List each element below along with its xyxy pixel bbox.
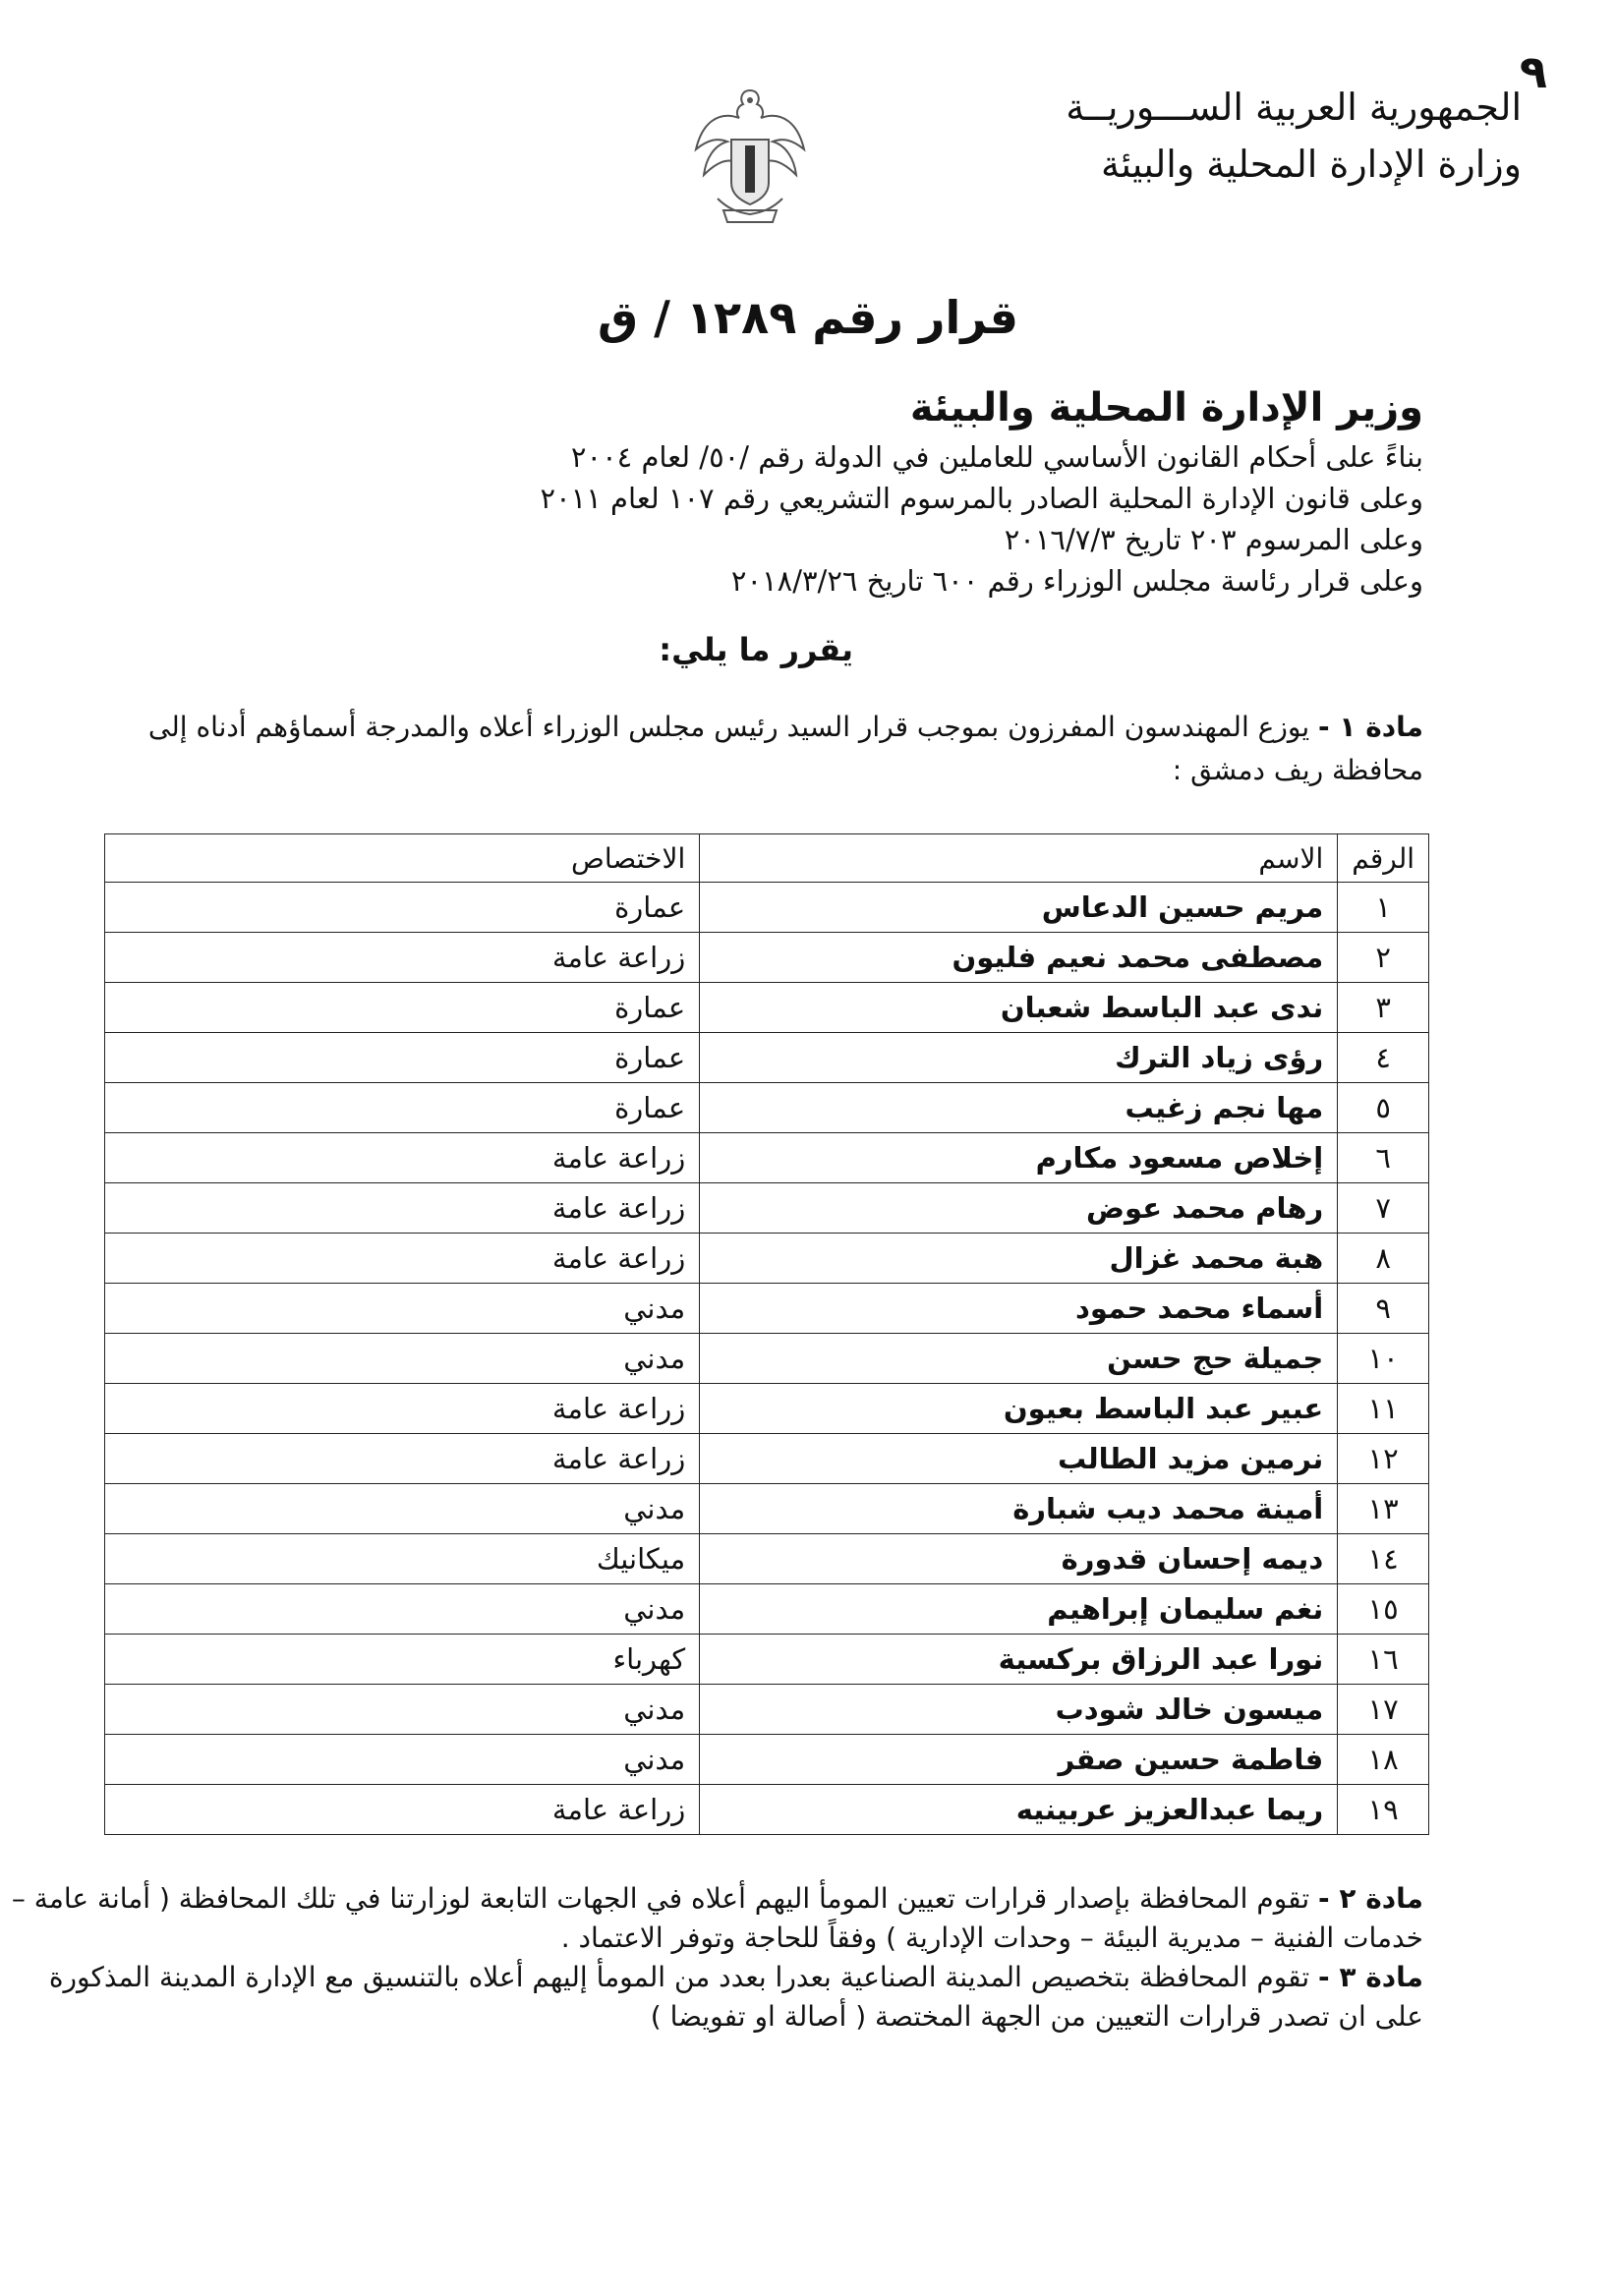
table-row (105, 1384, 1429, 1434)
row-name: مريم حسين الدعاس (700, 883, 1338, 933)
row-specialty: زراعة عامة (105, 1234, 700, 1284)
row-name: عبير عبد الباسط بعيون (700, 1384, 1338, 1434)
row-specialty: ميكانيك (105, 1534, 700, 1584)
table-row (105, 1584, 1429, 1635)
table-row (105, 1685, 1429, 1735)
row-specialty: مدني (105, 1584, 700, 1635)
table-row (105, 1534, 1429, 1584)
row-specialty: عمارة (105, 1033, 700, 1083)
row-specialty: مدني (105, 1685, 700, 1735)
header-specialty: الاختصاص (105, 834, 700, 883)
row-name: أمينة محمد ديب شبارة (700, 1484, 1338, 1534)
row-name: نورا عبد الرزاق بركسية (700, 1635, 1338, 1685)
header-name: الاسم (700, 834, 1338, 883)
table-row (105, 1183, 1429, 1234)
decides-heading: يقرر ما يلي: (659, 631, 853, 668)
row-name: ريما عبدالعزيز عربينيه (700, 1785, 1338, 1835)
row-number: ١٤ (1338, 1534, 1429, 1584)
closing-articles (8, 1879, 1423, 2037)
article-2-text: تقوم المحافظة بإصدار قرارات تعيين المومأ اليهم أعلاه في الجهات التابعة لوزارتنا في تلك المحافظة ( أمانة عامة – خدمات الفنية – مديرية البيئة – وحدات الإدارية ) وفقاً للحاجة وتوفر الاعتماد . (11, 1882, 1423, 1954)
table-row (105, 1083, 1429, 1133)
row-specialty: كهرباء (105, 1635, 700, 1685)
row-specialty: زراعة عامة (105, 933, 700, 983)
table-row (105, 1484, 1429, 1534)
table-row (105, 1234, 1429, 1284)
row-number: ١٠ (1338, 1334, 1429, 1384)
article-1-label: مادة ١ - (1318, 711, 1423, 743)
row-specialty: عمارة (105, 883, 700, 933)
row-specialty: زراعة عامة (105, 1133, 700, 1183)
row-name: رؤى زياد الترك (700, 1033, 1338, 1083)
table-row (105, 1334, 1429, 1384)
syrian-eagle-emblem-icon (688, 81, 812, 228)
row-name: ندى عبد الباسط شعبان (700, 983, 1338, 1033)
row-name: هبة محمد غزال (700, 1234, 1338, 1284)
row-specialty: زراعة عامة (105, 1434, 700, 1484)
row-name: ديمه إحسان قدورة (700, 1534, 1338, 1584)
row-number: ٣ (1338, 983, 1429, 1033)
row-number: ٢ (1338, 933, 1429, 983)
row-specialty: زراعة عامة (105, 1183, 700, 1234)
row-name: إخلاص مسعود مكارم (700, 1133, 1338, 1183)
article-3 (8, 1958, 1423, 2037)
table-row (105, 1284, 1429, 1334)
row-name: مها نجم زغيب (700, 1083, 1338, 1133)
row-name: مصطفى محمد نعيم فليون (700, 933, 1338, 983)
row-number: ١٨ (1338, 1735, 1429, 1785)
letterhead (1010, 79, 1522, 193)
row-name: فاطمة حسين صقر (700, 1735, 1338, 1785)
table-row (105, 933, 1429, 983)
preamble-line: بناءً على أحكام القانون الأساسي للعاملين في الدولة رقم /٥٠/ لعام ٢٠٠٤ (570, 440, 1423, 474)
row-name: ميسون خالد شودب (700, 1685, 1338, 1735)
article-3-label: مادة ٣ - (1318, 1961, 1423, 1993)
table-row (105, 1133, 1429, 1183)
row-name: نغم سليمان إبراهيم (700, 1584, 1338, 1635)
row-specialty: مدني (105, 1334, 700, 1384)
row-name: رهام محمد عوض (700, 1183, 1338, 1234)
row-name: أسماء محمد حمود (700, 1284, 1338, 1334)
row-number: ٦ (1338, 1133, 1429, 1183)
table-body (105, 883, 1429, 1835)
row-number: ١٢ (1338, 1434, 1429, 1484)
preamble-line: وعلى المرسوم ٢٠٣ تاريخ ٢٠١٦/٧/٣ (1004, 523, 1423, 556)
row-number: ١١ (1338, 1384, 1429, 1434)
row-number: ١٧ (1338, 1685, 1429, 1735)
row-number: ٩ (1338, 1284, 1429, 1334)
article-1-text: يوزع المهندسون المفرزون بموجب قرار السيد رئيس مجلس الوزراء أعلاه والمدرجة أسماؤهم أدناه إلى محافظة ريف دمشق : (147, 711, 1423, 786)
engineers-table (104, 833, 1429, 1835)
preamble (342, 436, 1423, 602)
row-number: ٧ (1338, 1183, 1429, 1234)
article-1 (67, 706, 1423, 792)
row-number: ١٦ (1338, 1635, 1429, 1685)
header-number: الرقم (1338, 834, 1429, 883)
decision-number-title: قرار رقم ١٢٨٩ / ق (598, 291, 1018, 344)
row-number: ١٣ (1338, 1484, 1429, 1534)
row-name: جميلة حج حسن (700, 1334, 1338, 1384)
row-specialty: زراعة عامة (105, 1384, 700, 1434)
table-row (105, 983, 1429, 1033)
table-row (105, 1785, 1429, 1835)
row-specialty: مدني (105, 1735, 700, 1785)
country-name: الجمهورية العربية الســـوريــة (1066, 86, 1522, 129)
table-row (105, 1735, 1429, 1785)
table-row (105, 1033, 1429, 1083)
table-row (105, 1635, 1429, 1685)
preamble-line: وعلى قرار رئاسة مجلس الوزراء رقم ٦٠٠ تاريخ ٢٠١٨/٣/٢٦ (730, 564, 1423, 598)
article-2 (8, 1879, 1423, 1958)
row-specialty: مدني (105, 1284, 700, 1334)
minister-title: وزير الإدارة المحلية والبيئة (909, 385, 1423, 430)
ministry-name: وزارة الإدارة المحلية والبيئة (1100, 143, 1522, 186)
table-row (105, 1434, 1429, 1484)
row-number: ١ (1338, 883, 1429, 933)
table-row (105, 883, 1429, 933)
row-number: ٤ (1338, 1033, 1429, 1083)
row-specialty: مدني (105, 1484, 700, 1534)
article-2-label: مادة ٢ - (1318, 1882, 1423, 1915)
row-specialty: عمارة (105, 1083, 700, 1133)
row-number: ١٥ (1338, 1584, 1429, 1635)
article-3-text: تقوم المحافظة بتخصيص المدينة الصناعية بعدرا بعدد من المومأ إليهم أعلاه بالتنسيق مع الإدارة المدينة المذكورة على ان تصدر قرارات التعيين من الجهة المختصة ( أصالة او تفويضا ) (48, 1961, 1423, 2033)
handwritten-page-mark: ٩ (1519, 45, 1547, 98)
preamble-line: وعلى قانون الإدارة المحلية الصادر بالمرسوم التشريعي رقم ١٠٧ لعام ٢٠١١ (540, 482, 1423, 515)
row-specialty: زراعة عامة (105, 1785, 700, 1835)
row-number: ١٩ (1338, 1785, 1429, 1835)
row-specialty: عمارة (105, 983, 700, 1033)
row-number: ٥ (1338, 1083, 1429, 1133)
row-number: ٨ (1338, 1234, 1429, 1284)
row-name: نرمين مزيد الطالب (700, 1434, 1338, 1484)
table-header-row (105, 834, 1429, 883)
